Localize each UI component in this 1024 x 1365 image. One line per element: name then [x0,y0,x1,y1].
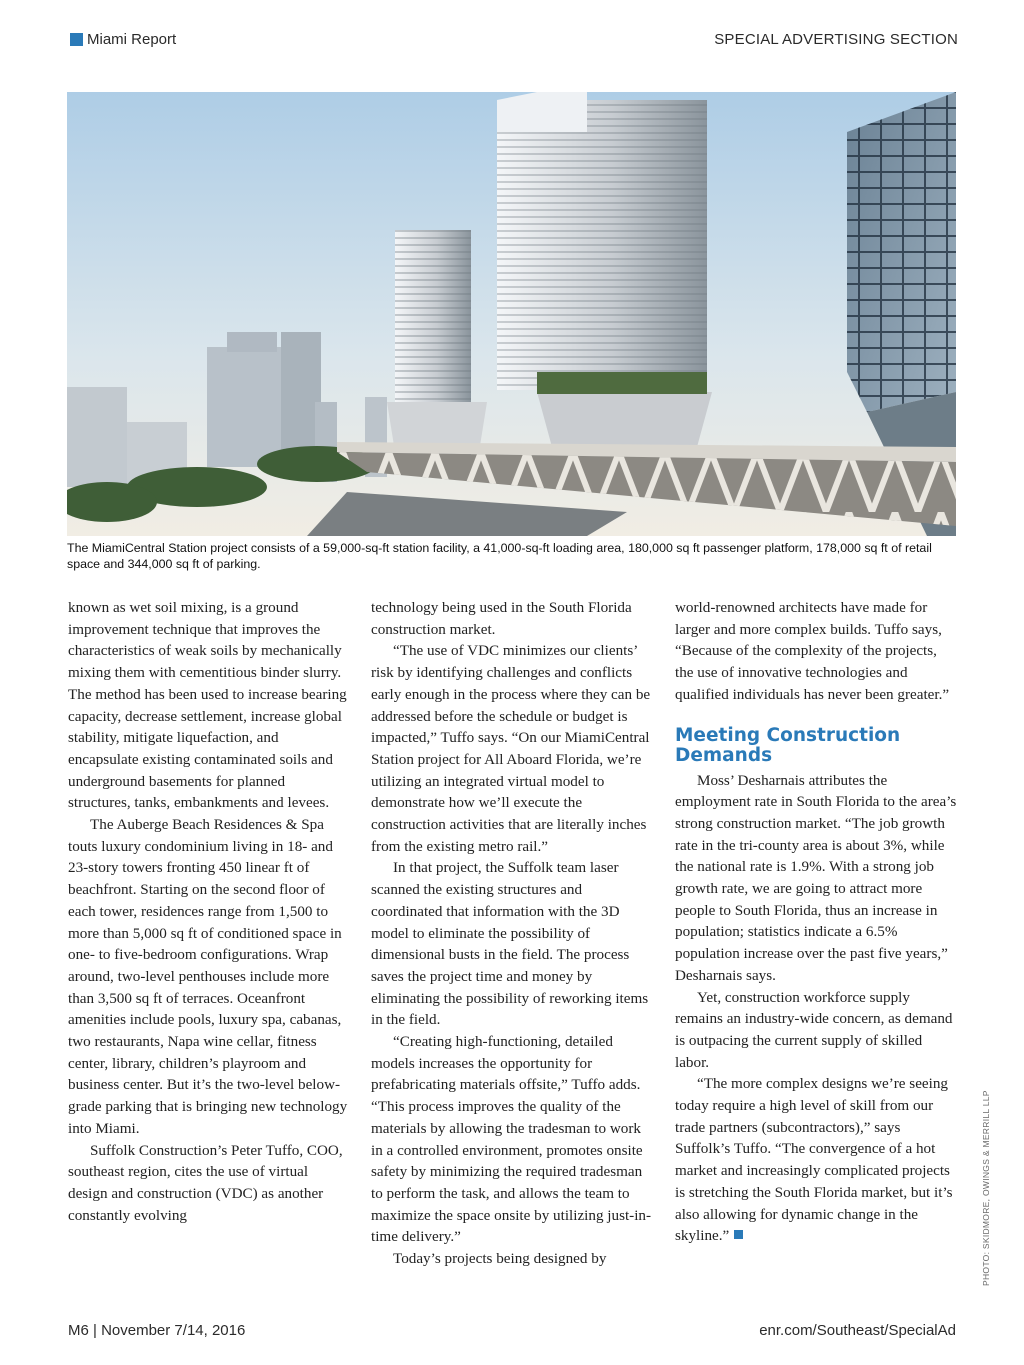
paragraph: Today’s projects being designed by [393,1250,607,1268]
paragraph: world-renowned architects have made for larger and more complex builds. Tuffo says, “Because of the complexity of the projects, the use of innovative technologies and qualified individuals has never been greater.” [675,599,950,703]
paragraph: Moss’ Desharnais attributes the employment rate in South Florida to the area’s strong construction market. “The job growth rate in the tri-county area is about 3%, while the national rate is 1.9%. With a strong job growth rate, we are going to attract more people to South Florida, thus an increase in population; statistics indicate a 6.5% population increase over the past five years,” Desharnais says. [675,771,957,984]
advertising-label: SPECIAL ADVERTISING SECTION [714,31,958,48]
paragraph-final-text: “The more complex designs we’re seeing today require a high level of skill from our trade partners (subcontractors),” says Suffolk’s Tuffo. “The convergence of a hot market and increasingly complicated projects is stretching the South Florida market, but it’s also allowing for dynamic change in the skyline.” [675,1075,953,1245]
photo-caption: The MiamiCentral Station project consists of a 59,000-sq-ft station facility, a 41,000-sq-ft loading area, 180,000 sq ft passenger platform, 178,000 sq ft of retail space and 344,000 sq ft of parking. [67,541,932,571]
photo-credit: PHOTO: SKIDMORE, OWINGS & MERRILL LLP [981,1090,991,1286]
section-name: Miami Report [87,31,177,48]
paragraph: The Auberge Beach Residences & Spa touts luxury condominium living in 18- and 23-story towers fronting 450 linear ft of beachfront. Starting on the second floor of each tower, residences range from 1,500 to more than 5,000 sq ft of conditioned space in one- to five-bedroom configurations. Wrap around, two-level penthouses include more than 3,500 sq ft of terraces. Oceanfront amenities include pools, luxury spa, cabanas, two restaurants, Napa wine cellar, fitness center, library, children’s playroom and business center. But it’s the two-level below-grade parking that is bringing new technology into Miami. [68,816,348,1137]
paragraph: Suffolk Construction’s Peter Tuffo, COO, southeast region, cites the use of virtual design and construction (VDC) as another constantly evolving [68,1141,343,1224]
paragraph: “The use of VDC minimizes our clients’ risk by identifying challenges and conflicts early enough in the process where they can be addressed before the schedule or budget is impacted,” Tuffo says. “On our MiamiCentral Station project for All Aboard Florida, we’re utilizing an integrated virtual model to demonstrate how we’ll execute the construction activities that are literally inches from the existing metro rail.” [371,642,651,855]
column-1 [68,597,351,1226]
paragraph-final [675,1073,958,1247]
subhead: Meeting Construction Demands [675,724,901,766]
column-2 [371,597,654,1270]
section-square-icon [70,33,83,46]
paragraph: Yet, construction workforce supply remains an industry-wide concern, as demand is outpacing the current supply of skilled labor. [675,988,953,1071]
page-info: M6 | November 7/14, 2016 [68,1322,246,1339]
section-label [70,31,176,48]
column-3 [675,597,958,1247]
site-url: enr.com/Southeast/SpecialAd [759,1322,956,1339]
paragraph: technology being used in the South Florida construction market. [371,599,632,638]
end-mark-icon [734,1230,743,1239]
rendering-photo [67,92,956,536]
paragraph: “Creating high-functioning, detailed models increases the opportunity for prefabricating materials offsite,” Tuffo adds. “This process improves the quality of the materials by allowing the tradesman to work in a controlled environment, promotes onsite safety by minimizing the required tradesman to perform the task, and allows the team to maximize the space onsite by utilizing just-in-time delivery.” [371,1033,652,1246]
paragraph: known as wet soil mixing, is a ground improvement technique that improves the characteristics of weak soils by mechanically mixing them with cementitious binder slurry. The method has been used to increase bearing capacity, decrease settlement, increase global stability, mitigate liquefaction, and encapsulate existing contaminated soils and underground basements for planned structures, tanks, embankments and levees. [68,599,347,812]
paragraph: In that project, the Suffolk team laser scanned the existing structures and coordinated that information with the 3D model to eliminate the possibility of dimensional busts in the field. The process saves the project time and money by eliminating the possibility of reworking items in the field. [371,859,649,1029]
